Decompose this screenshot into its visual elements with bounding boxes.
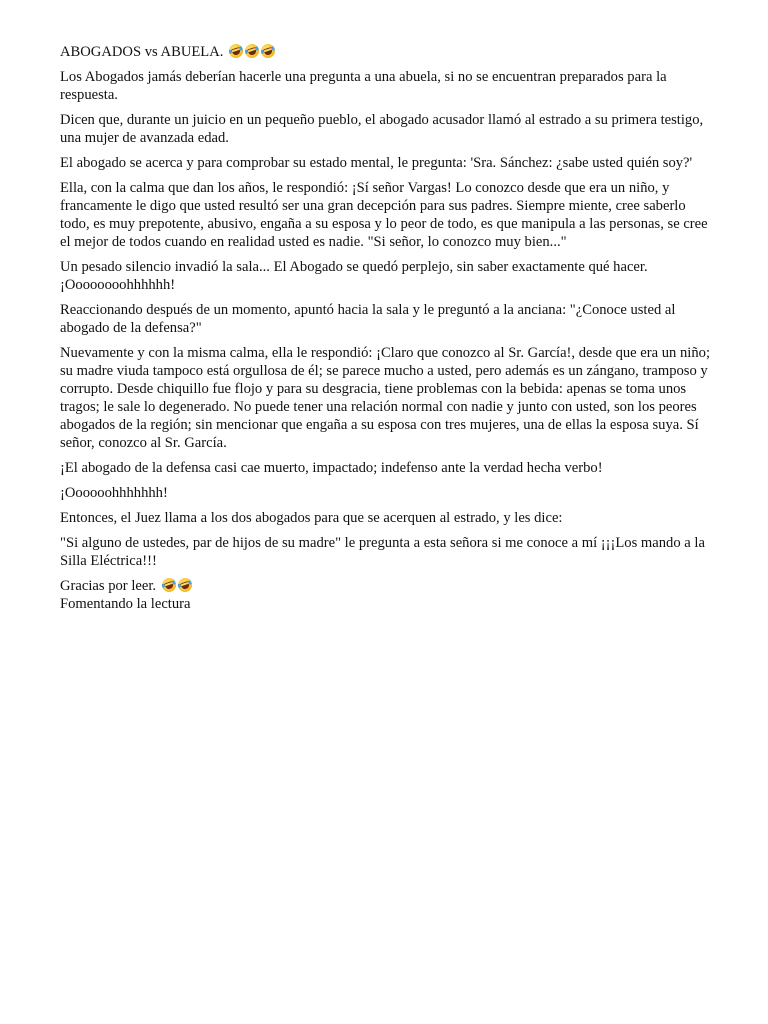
closing-line-thanks [60, 577, 710, 595]
paragraph: Nuevamente y con la misma calma, ella le respondió: ¡Claro que conozco al Sr. García!, desde que era un niño; su madre viuda tampoco está orgullosa de él; se parece mucho a usted, pero además es un zángano, tramposo y corrupto. Desde chiquillo fue flojo y para su desgracia, tiene problemas con la bebida: apenas se toma unos tragos; le sale lo degenerado. No puede tener una relación normal con nadie y junto con usted, son los peores abogados de la región; sin mencionar que engaña a su esposa con tres mujeres, una de ellas la esposa suya. Sí señor, conozco al Sr. García. [60, 345, 710, 451]
rolling-laughing-icon [227, 42, 245, 60]
rolling-laughing-icon [176, 576, 194, 594]
closing-block [60, 577, 710, 613]
paragraph: "Si alguno de ustedes, par de hijos de su madre" le pregunta a esta señora si me conoce a mí ¡¡¡Los mando a la Silla Eléctrica!!! [60, 535, 705, 569]
paragraph: ¡Oooooohhhhhhh! [60, 485, 168, 501]
paragraph: Los Abogados jamás deberían hacerle una pregunta a una abuela, si no se encuentran preparados para la respuesta. [60, 69, 667, 103]
rolling-laughing-icon [160, 576, 178, 594]
paragraph: Entonces, el Juez llama a los dos abogados para que se acerquen al estrado, y les dice: [60, 510, 563, 526]
document-title: ABOGADOS vs ABUELA. [60, 44, 224, 60]
paragraph: ¡El abogado de la defensa casi cae muerto, impactado; indefenso ante la verdad hecha verbo! [60, 460, 603, 476]
rolling-laughing-icon [259, 42, 277, 60]
closing-line-promo: Fomentando la lectura [60, 596, 191, 612]
paragraph: El abogado se acerca y para comprobar su estado mental, le pregunta: 'Sra. Sánchez: ¿sabe usted quién soy?' [60, 155, 693, 171]
paragraph: Dicen que, durante un juicio en un pequeño pueblo, el abogado acusador llamó al estrado a su primera testigo, una mujer de avanzada edad. [60, 112, 704, 146]
paragraph: Un pesado silencio invadió la sala... El Abogado se quedó perplejo, sin saber exactamente qué hacer. ¡Oooooooohhhhhh! [60, 259, 648, 293]
document-title-line [60, 43, 710, 61]
paragraph: Reaccionando después de un momento, apuntó hacia la sala y le preguntó a la anciana: "¿Conoce usted al abogado de la defensa?" [60, 302, 676, 336]
rolling-laughing-icon [243, 42, 261, 60]
paragraph: Ella, con la calma que dan los años, le respondió: ¡Sí señor Vargas! Lo conozco desde que era un niño, y francamente le digo que usted resultó ser una gran decepción para sus padres. Siempre miente, cree saberlo todo, es muy prepotente, abusivo, engaña a su esposa y lo peor de todo, es que manipula a las personas, se cree el mejor de todos cuando en realidad usted es nadie. "Si señor, lo conozco muy bien..." [60, 180, 708, 250]
closing-thanks-text: Gracias por leer. [60, 578, 157, 594]
